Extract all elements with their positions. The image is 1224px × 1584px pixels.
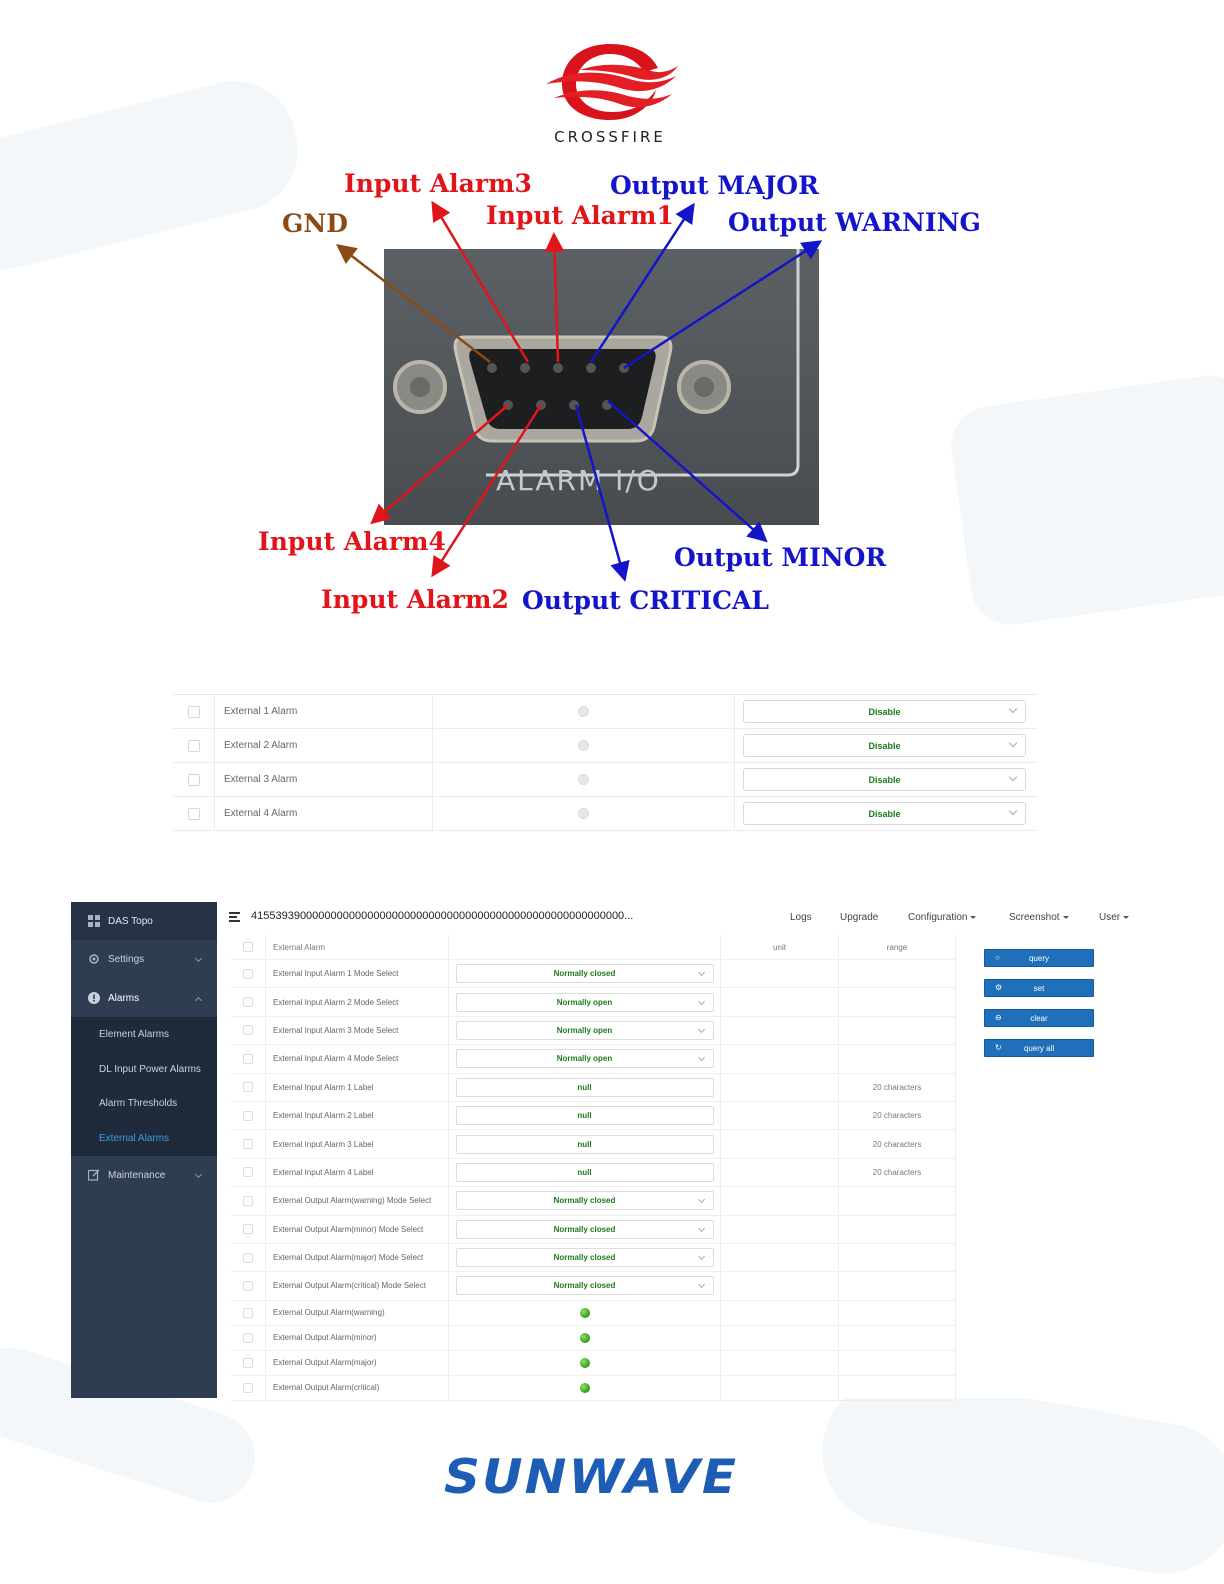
checkbox-cell xyxy=(231,1130,266,1157)
mode-select[interactable]: Normally closed xyxy=(456,1220,714,1239)
row-label: External Output Alarm(critical) Mode Select xyxy=(266,1272,449,1299)
range-cell xyxy=(839,1301,956,1325)
caret-down-icon xyxy=(1063,916,1069,919)
checkbox-cell xyxy=(231,960,266,987)
value-cell xyxy=(449,1376,721,1400)
sidebar-item-external-alarms[interactable]: External Alarms xyxy=(71,1121,217,1156)
alarm-name: External 4 Alarm xyxy=(215,797,433,831)
panel-label: ALARM I/O xyxy=(496,464,661,497)
top-bar xyxy=(217,902,1144,934)
crossfire-flame-icon xyxy=(540,40,680,122)
status-led xyxy=(578,774,589,785)
value-cell xyxy=(449,960,721,987)
mode-select[interactable]: Normally closed xyxy=(456,1191,714,1210)
sunwave-logo xyxy=(444,1449,766,1505)
sidebar-item-element-alarms[interactable]: Element Alarms xyxy=(71,1017,217,1052)
alarm-name: External 3 Alarm xyxy=(215,763,433,797)
sidebar-item-label: Maintenance xyxy=(108,1169,166,1181)
background-shape xyxy=(946,370,1224,630)
row-label: External Input Alarm 1 Label xyxy=(266,1074,449,1101)
table-header xyxy=(231,935,956,960)
row-checkbox[interactable] xyxy=(188,740,200,752)
unit-cell xyxy=(721,1074,839,1101)
row-checkbox[interactable] xyxy=(243,969,253,979)
value-cell xyxy=(449,1074,721,1101)
row-checkbox[interactable] xyxy=(243,1167,253,1177)
checkbox-cell xyxy=(231,1326,266,1350)
search-icon: ○ xyxy=(995,953,1000,962)
row-checkbox[interactable] xyxy=(188,706,200,718)
table-row xyxy=(231,1216,956,1244)
external-alarm-grid xyxy=(231,935,956,1401)
value-cell xyxy=(449,1216,721,1243)
value-cell xyxy=(449,1244,721,1271)
range-cell xyxy=(839,960,956,987)
unit-cell xyxy=(721,1301,839,1325)
checkbox-cell xyxy=(231,1216,266,1243)
status-led xyxy=(578,740,589,751)
row-label: External Output Alarm(minor) xyxy=(266,1326,449,1350)
range-cell xyxy=(839,1351,956,1375)
value-cell xyxy=(449,1130,721,1157)
range-cell xyxy=(839,1017,956,1044)
value-cell xyxy=(449,988,721,1015)
unit-cell xyxy=(721,1376,839,1400)
chevron-down-icon xyxy=(697,1054,704,1061)
unit-cell xyxy=(721,1244,839,1271)
range-cell: 20 characters xyxy=(839,1130,956,1157)
sunwave-wordmark: SUNWAVE xyxy=(444,1449,738,1505)
row-checkbox[interactable] xyxy=(243,1139,253,1149)
gear-icon xyxy=(88,953,100,965)
range-cell xyxy=(839,1272,956,1299)
checkbox-cell xyxy=(231,1102,266,1129)
table-row xyxy=(173,797,1037,831)
chevron-down-icon xyxy=(697,969,704,976)
column-header-range: range xyxy=(839,935,956,959)
row-checkbox[interactable] xyxy=(243,1253,253,1263)
clear-icon: ⊖ xyxy=(995,1013,1002,1022)
chevron-down-icon xyxy=(1009,807,1017,815)
row-checkbox[interactable] xyxy=(243,1196,253,1206)
row-label: External Output Alarm(warning) Mode Select xyxy=(266,1187,449,1214)
range-cell xyxy=(839,1244,956,1271)
label-output-warning: Output WARNING xyxy=(728,208,981,237)
alarm-enable-select[interactable]: Disable xyxy=(743,802,1026,825)
chevron-up-icon xyxy=(195,997,202,1004)
value-cell xyxy=(449,1326,721,1350)
row-checkbox[interactable] xyxy=(243,997,253,1007)
value-cell xyxy=(449,1102,721,1129)
checkbox-cell xyxy=(231,988,266,1015)
sidebar-item-das-topo[interactable] xyxy=(71,902,217,940)
row-label: External Output Alarm(warning) xyxy=(266,1301,449,1325)
status-led xyxy=(578,808,589,819)
row-label: External Output Alarm(minor) Mode Select xyxy=(266,1216,449,1243)
unit-cell xyxy=(721,1045,839,1072)
label-input-alarm4: Input Alarm4 xyxy=(258,527,446,556)
status-led xyxy=(580,1358,590,1368)
unit-cell xyxy=(721,1159,839,1186)
table-row xyxy=(231,1301,956,1326)
nav-logs[interactable]: Logs xyxy=(790,912,812,923)
mode-select[interactable]: Normally open xyxy=(456,993,714,1012)
row-checkbox[interactable] xyxy=(243,1383,253,1393)
value-cell xyxy=(449,1272,721,1299)
sidebar-item-settings[interactable] xyxy=(71,940,217,978)
chevron-down-icon xyxy=(697,1253,704,1260)
value-cell xyxy=(449,1017,721,1044)
range-cell: 20 characters xyxy=(839,1102,956,1129)
select-all-checkbox[interactable] xyxy=(243,942,253,952)
value-cell xyxy=(449,1187,721,1214)
status-led xyxy=(580,1383,590,1393)
unit-cell xyxy=(721,960,839,987)
label-output-critical: Output CRITICAL xyxy=(522,586,769,615)
checkbox-cell xyxy=(231,1351,266,1375)
range-cell: 20 characters xyxy=(839,1074,956,1101)
row-label: External Input Alarm 1 Mode Select xyxy=(266,960,449,987)
range-cell xyxy=(839,988,956,1015)
checkbox-cell xyxy=(231,1074,266,1101)
chevron-down-icon xyxy=(1009,773,1017,781)
row-label: External Output Alarm(major) xyxy=(266,1351,449,1375)
mode-select[interactable]: Normally open xyxy=(456,1049,714,1068)
range-cell xyxy=(839,1326,956,1350)
checkbox-cell xyxy=(231,1187,266,1214)
row-checkbox[interactable] xyxy=(243,1054,253,1064)
unit-cell xyxy=(721,1351,839,1375)
row-checkbox[interactable] xyxy=(243,1082,253,1092)
sidebar-item-alarms[interactable] xyxy=(71,979,217,1017)
label-output-minor: Output MINOR xyxy=(674,543,887,572)
table-row xyxy=(231,1244,956,1272)
table-row xyxy=(231,1326,956,1351)
sidebar-item-dl-input-power-alarms[interactable]: DL Input Power Alarms xyxy=(71,1052,217,1087)
nav-screenshot[interactable]: Screenshot xyxy=(1009,912,1069,923)
table-row xyxy=(231,960,956,988)
checkbox-cell xyxy=(231,1045,266,1072)
range-cell: 20 characters xyxy=(839,1159,956,1186)
sidebar-item-label: Alarms xyxy=(108,992,140,1004)
row-label: External Output Alarm(critical) xyxy=(266,1376,449,1400)
label-input[interactable]: null xyxy=(456,1135,714,1154)
row-checkbox[interactable] xyxy=(243,1333,253,1343)
alarm-name: External 2 Alarm xyxy=(215,729,433,763)
nav-upgrade[interactable]: Upgrade xyxy=(840,912,879,923)
alarm-enable-select[interactable]: Disable xyxy=(743,700,1026,723)
unit-cell xyxy=(721,1216,839,1243)
das-web-app xyxy=(71,902,1144,1398)
row-checkbox[interactable] xyxy=(243,1025,253,1035)
chevron-down-icon xyxy=(697,1281,704,1288)
range-cell xyxy=(839,1187,956,1214)
unit-cell xyxy=(721,1187,839,1214)
chevron-down-icon xyxy=(195,955,202,962)
alarm-io-connector-diagram xyxy=(246,165,986,625)
label-input[interactable]: null xyxy=(456,1163,714,1182)
unit-cell xyxy=(721,1272,839,1299)
unit-cell xyxy=(721,1017,839,1044)
label-input-alarm2: Input Alarm2 xyxy=(321,585,509,614)
menu-toggle-icon[interactable] xyxy=(229,912,240,922)
row-checkbox[interactable] xyxy=(243,1281,253,1291)
alert-icon xyxy=(88,992,100,1004)
range-cell xyxy=(839,1045,956,1072)
checkbox-cell xyxy=(231,1272,266,1299)
mode-select[interactable]: Normally closed xyxy=(456,1248,714,1267)
value-cell xyxy=(449,1301,721,1325)
query-all-button[interactable]: ↻ query all xyxy=(984,1039,1094,1057)
table-row xyxy=(231,1159,956,1187)
mode-select[interactable]: Normally closed xyxy=(456,964,714,983)
value-cell xyxy=(449,1045,721,1072)
table-row xyxy=(173,695,1037,729)
sidebar-item-label: DAS Topo xyxy=(108,915,153,927)
chevron-down-icon xyxy=(1009,739,1017,747)
row-checkbox[interactable] xyxy=(243,1111,253,1121)
row-label: External Input Alarm 2 Mode Select xyxy=(266,988,449,1015)
table-row xyxy=(231,1376,956,1401)
sidebar xyxy=(71,902,217,1398)
label-output-major: Output MAJOR xyxy=(610,171,819,200)
label-input-alarm1: Input Alarm1 xyxy=(486,201,674,230)
table-row xyxy=(231,1074,956,1102)
table-row xyxy=(231,1045,956,1073)
row-checkbox[interactable] xyxy=(243,1308,253,1318)
chevron-down-icon xyxy=(697,1196,704,1203)
chevron-down-icon xyxy=(195,1171,202,1178)
unit-cell xyxy=(721,1326,839,1350)
crossfire-logo xyxy=(530,40,690,146)
range-cell xyxy=(839,1376,956,1400)
table-row xyxy=(231,1351,956,1376)
label-gnd: GND xyxy=(282,209,348,238)
mode-select[interactable]: Normally open xyxy=(456,1021,714,1040)
chevron-down-icon xyxy=(1009,705,1017,713)
sidebar-item-maintenance[interactable] xyxy=(71,1156,217,1194)
status-led xyxy=(578,706,589,717)
caret-down-icon xyxy=(970,916,976,919)
table-row xyxy=(173,763,1037,797)
unit-cell xyxy=(721,1102,839,1129)
status-led xyxy=(580,1308,590,1318)
label-input[interactable]: null xyxy=(456,1078,714,1097)
row-checkbox[interactable] xyxy=(243,1224,253,1234)
unit-cell xyxy=(721,1130,839,1157)
range-cell xyxy=(839,1216,956,1243)
alarm-enable-select[interactable]: Disable xyxy=(743,734,1026,757)
label-input[interactable]: null xyxy=(456,1106,714,1125)
crossfire-wordmark: CROSSFIRE xyxy=(554,128,666,146)
row-label: External Input Alarm 3 Mode Select xyxy=(266,1017,449,1044)
nav-configuration[interactable]: Configuration xyxy=(908,912,976,923)
edit-icon xyxy=(88,1169,100,1181)
row-label: External Input Alarm 2 Label xyxy=(266,1102,449,1129)
chevron-down-icon xyxy=(697,1026,704,1033)
table-row xyxy=(231,1187,956,1215)
grid-icon xyxy=(88,915,100,927)
external-alarms-table xyxy=(173,694,1037,831)
table-row xyxy=(173,729,1037,763)
row-label: External Input Alarm 3 Label xyxy=(266,1130,449,1157)
row-label: External Output Alarm(major) Mode Select xyxy=(266,1244,449,1271)
table-row xyxy=(231,1102,956,1130)
gear-icon: ⚙ xyxy=(995,983,1003,992)
row-label: External Input Alarm 4 Label xyxy=(266,1159,449,1186)
refresh-icon: ↻ xyxy=(995,1043,1002,1052)
sidebar-item-alarm-thresholds[interactable]: Alarm Thresholds xyxy=(71,1086,217,1121)
row-label: External Input Alarm 4 Mode Select xyxy=(266,1045,449,1072)
status-led xyxy=(580,1333,590,1343)
column-header-unit: unit xyxy=(721,935,839,959)
clear-button[interactable]: ⊖ clear xyxy=(984,1009,1094,1027)
sidebar-item-label: Settings xyxy=(108,953,145,965)
checkbox-cell xyxy=(231,1017,266,1044)
set-button[interactable]: ⚙ set xyxy=(984,979,1094,997)
table-row xyxy=(231,988,956,1016)
chevron-down-icon xyxy=(697,998,704,1005)
mode-select[interactable]: Normally closed xyxy=(456,1276,714,1295)
row-checkbox[interactable] xyxy=(188,774,200,786)
alarm-name: External 1 Alarm xyxy=(215,695,433,729)
chevron-down-icon xyxy=(697,1225,704,1232)
action-buttons xyxy=(984,949,1094,1069)
label-input-alarm3: Input Alarm3 xyxy=(344,169,532,198)
column-header-name: External Alarm xyxy=(266,935,449,959)
device-id: 4155393900000000000000000000000000000000000000000000000000000... xyxy=(251,910,634,922)
row-checkbox[interactable] xyxy=(243,1358,253,1368)
checkbox-cell xyxy=(231,1159,266,1186)
table-row xyxy=(231,1017,956,1045)
value-cell xyxy=(449,1159,721,1186)
query-button[interactable]: ○ query xyxy=(984,949,1094,967)
table-row xyxy=(231,1272,956,1300)
table-row xyxy=(231,1130,956,1158)
checkbox-cell xyxy=(231,1301,266,1325)
checkbox-cell xyxy=(231,1376,266,1400)
alarm-enable-select[interactable]: Disable xyxy=(743,768,1026,791)
caret-down-icon xyxy=(1123,916,1129,919)
checkbox-cell xyxy=(231,1244,266,1271)
nav-user[interactable]: User xyxy=(1099,912,1129,923)
unit-cell xyxy=(721,988,839,1015)
row-checkbox[interactable] xyxy=(188,808,200,820)
value-cell xyxy=(449,1351,721,1375)
